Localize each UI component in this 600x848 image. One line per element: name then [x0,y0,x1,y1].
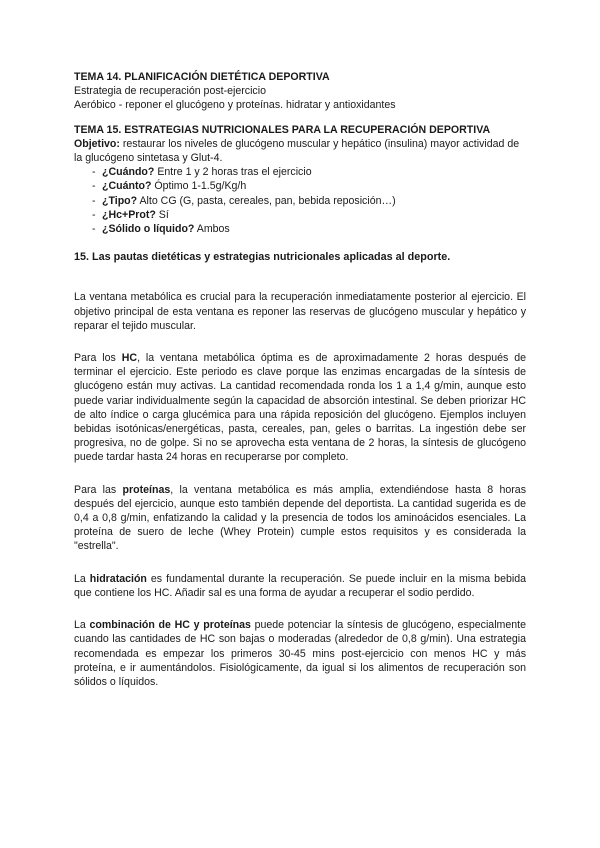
tema14-line-2: Aeróbico - reponer el glucógeno y proteínas. hidratar y antioxidantes [74,99,396,112]
tema15-block [74,123,526,237]
list-item-answer: Ambos [194,223,230,236]
list-item [92,208,526,222]
paragraph-proteinas-text: , la ventana metabólica es más amplia, extendiéndose hasta 8 horas después del ejercicio, aunque esto también depende del deportista. La cantidad sugerida es de 0,4 a 0,8 g/min, enfatizando la calidad y la presencia de todos los aminoácidos esenciales. La proteína de suero de leche (Whey Protein) cumple estos requisitos y es considerada la "estrella". [74,483,526,553]
list-item-question: ¿Sólido o líquido? [102,223,195,236]
paragraph-hidratacion-pre: La [74,572,90,585]
objetivo-paragraph [74,137,526,165]
paragraph-combinacion-pre: La [74,619,90,632]
section15-body [74,290,526,689]
paragraph-hidratacion-text: es fundamental durante la recuperación. Se puede incluir en la misma bebida que contiene los HC. Añadir sal es una forma de ayudar a recuperar el sodio perdido. [74,572,526,599]
tema14-title: TEMA 14. PLANIFICACIÓN DIETÉTICA DEPORTIVA [74,71,330,83]
section15-heading: 15. Las pautas dietéticas y estrategias nutricionales aplicadas al deporte. [74,251,451,264]
objetivo-label: Objetivo: [74,137,120,150]
list-item-question: ¿Tipo? [102,194,138,207]
paragraph-hidratacion [74,572,526,600]
list-item-question: ¿Hc+Prot? [102,208,156,221]
list-item-answer: Sí [155,208,169,221]
paragraph-proteinas-pre: Para las [74,483,123,496]
tema14-block [74,70,526,113]
paragraph-proteinas [74,483,526,554]
tema14-line-1: Estrategia de recuperación post-ejercicio [74,85,266,98]
list-item-answer: Óptimo 1-1.5g/Kg/h [151,180,247,193]
paragraph-hc-text: , la ventana metabólica óptima es de aproximadamente 2 horas después de terminar el ejercicio. Este periodo es clave porque las enzimas encargadas de la síntesis de glucógeno están muy activas. La cantidad recomendada ronda los 1 a 1,4 g/min, aunque esto puede variar individualmente según la capacidad de absorción intestinal. Se deben priorizar HC de alto índice o carga glucémica para una rápida reposición del glucógeno. Ejemplos incluyen bebidas isotónicas/energéticas, pasta, cereales, pan, geles o barritas. La ingestión debe ser progresiva, no de golpe. Si no se aprovecha esta ventana de 2 horas, la síntesis de glucógeno puede tardar hasta 24 horas en recuperarse por completo. [74,352,526,464]
paragraph-combinacion-text: puede potenciar la síntesis de glucógeno, especialmente cuando las cantidades de HC son bajas o moderadas (alrededor de 0,8 g/min). Una estrategia recomendada es empezar los primeros 30-45 mins post-ejercicio con menos HC y más proteína, e ir aumentándolos. Fisiológicamente, da igual si los alimentos de recuperación son sólidos o líquidos. [74,619,526,688]
paragraph-combinacion-bold: combinación de HC y proteínas [89,619,251,632]
paragraph-proteinas-bold: proteínas [122,483,171,496]
tema15-title: TEMA 15. ESTRATEGIAS NUTRICIONALES PARA LA RECUPERACIÓN DEPORTIVA [74,123,491,136]
paragraph-hidratacion-bold: hidratación [89,572,147,585]
list-item-question: ¿Cuándo? [102,166,155,179]
paragraph-hc-pre: Para los [74,352,122,365]
list-item-answer: Alto CG (G, pasta, cereales, pan, bebida reposición…) [137,194,396,207]
list-item-answer: Entre 1 y 2 horas tras el ejercicio [154,166,312,179]
list-item [92,179,526,193]
list-item [92,194,526,208]
list-item [92,222,526,236]
paragraph-combinacion [74,618,526,689]
paragraph-ventana: La ventana metabólica es crucial para la recuperación inmediatamente posterior al ejercicio. El objetivo principal de esta ventana es reponer las reservas de glucógeno muscular y hepático y reparar el tejido muscular. [74,291,526,332]
paragraph-hc-bold: HC [121,352,138,365]
tema15-list [74,165,526,236]
list-item [92,165,526,179]
paragraph-hc [74,351,526,465]
objetivo-text: restaurar los niveles de glucógeno muscular y hepático (insulina) mayor actividad de la glucógeno sintetasa y Glut-4. [74,137,520,165]
list-item-question: ¿Cuánto? [102,180,152,193]
